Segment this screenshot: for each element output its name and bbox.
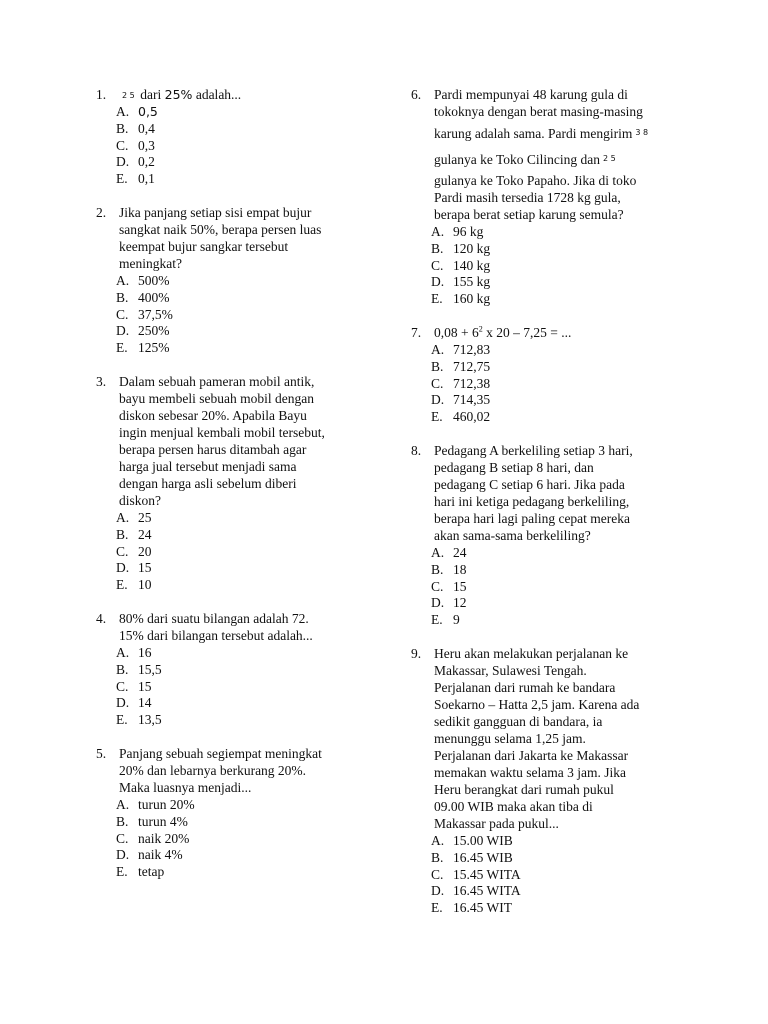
option-a[interactable]: A. 24 bbox=[431, 544, 467, 560]
question-number: 9. bbox=[411, 645, 422, 661]
option-b[interactable]: B. turun 4% bbox=[116, 813, 188, 829]
options-list bbox=[116, 272, 386, 356]
option-e[interactable]: E. 125% bbox=[116, 340, 170, 356]
option-d[interactable]: D. 155 kg bbox=[431, 274, 491, 290]
question-number: 4. bbox=[96, 610, 107, 626]
option-a[interactable]: A. turun 20% bbox=[116, 796, 195, 812]
options-list bbox=[431, 544, 691, 628]
option-b[interactable]: B. 18 bbox=[431, 561, 467, 577]
fraction: 3 8 bbox=[635, 128, 649, 137]
question-2 bbox=[96, 204, 386, 356]
question-7 bbox=[411, 324, 691, 425]
question-number: 2. bbox=[96, 204, 107, 220]
option-e[interactable]: E. 0,1 bbox=[116, 171, 155, 187]
options-list bbox=[431, 223, 691, 307]
question-number: 6. bbox=[411, 87, 422, 102]
fraction: 2 5 bbox=[603, 154, 616, 163]
question-text: Jika panjang setiap sisi empat bujur sangkat naik 50%, berapa persen luas keempat bujur sangkar tersebut meningkat? bbox=[119, 204, 322, 271]
option-d[interactable]: D. 15 bbox=[116, 560, 152, 576]
option-d[interactable]: D. 250% bbox=[116, 323, 170, 339]
right-column bbox=[411, 86, 691, 933]
option-b[interactable]: B. 16.45 WIB bbox=[431, 849, 513, 865]
option-a[interactable]: A. 0,5 bbox=[116, 104, 158, 119]
question-3 bbox=[96, 373, 386, 593]
question-number: 1. bbox=[96, 87, 107, 102]
option-e[interactable]: E. tetap bbox=[116, 864, 165, 880]
option-b[interactable]: B. 24 bbox=[116, 526, 152, 542]
question-text: 2 5 dari 25% adalah... bbox=[122, 87, 242, 102]
option-c[interactable]: C. 37,5% bbox=[116, 306, 173, 322]
option-b[interactable]: B. 712,75 bbox=[431, 358, 491, 374]
option-c[interactable]: C. 140 kg bbox=[431, 257, 491, 273]
option-c[interactable]: C. naik 20% bbox=[116, 830, 190, 846]
question-text: 80% dari suatu bilangan adalah 72. 15% dari bilangan tersebut adalah... bbox=[119, 610, 313, 643]
option-a[interactable]: A. 712,83 bbox=[431, 341, 491, 357]
option-a[interactable]: A. 16 bbox=[116, 644, 152, 660]
question-number: 7. bbox=[411, 324, 422, 340]
option-b[interactable]: B. 0,4 bbox=[116, 120, 155, 136]
options-list bbox=[116, 796, 386, 880]
option-e[interactable]: E. 16.45 WIT bbox=[431, 900, 512, 916]
option-a[interactable]: A. 25 bbox=[116, 509, 152, 525]
question-number: 8. bbox=[411, 442, 422, 458]
option-b[interactable]: B. 400% bbox=[116, 289, 170, 305]
question-text: Panjang sebuah segiempat meningkat 20% dan lebarnya berkurang 20%. Maka luasnya menjadi... bbox=[119, 745, 322, 795]
option-c[interactable]: C. 15.45 WITA bbox=[431, 866, 521, 882]
option-c[interactable]: C. 712,38 bbox=[431, 375, 491, 391]
option-e[interactable]: E. 160 kg bbox=[431, 291, 491, 307]
option-d[interactable]: D. 0,2 bbox=[116, 154, 155, 170]
question-text: Dalam sebuah pameran mobil antik, bayu membeli sebuah mobil dengan diskon sebesar 20%. Apabila Bayu ingin menjual kembali mobil tersebut, berapa persen harus ditambah agar harga jual tersebut menjadi sama dengan harga asli sebelum diberi diskon? bbox=[119, 373, 325, 508]
question-text: Pedagang A berkeliling setiap 3 hari, pedagang B setiap 8 hari, dan pedagang C setiap 6 hari. Jika pada hari ini ketiga pedagang berkeliling, berapa hari lagi paling cepat mereka akan sama-sama berkeliling? bbox=[434, 442, 633, 543]
options-list bbox=[431, 341, 691, 425]
option-d[interactable]: D. naik 4% bbox=[116, 847, 183, 863]
question-6 bbox=[411, 86, 691, 307]
option-c[interactable]: C. 20 bbox=[116, 543, 152, 559]
option-c[interactable]: C. 15 bbox=[116, 678, 152, 694]
option-b[interactable]: B. 15,5 bbox=[116, 661, 162, 677]
options-list bbox=[116, 644, 386, 728]
question-number: 5. bbox=[96, 745, 107, 761]
option-e[interactable]: E. 13,5 bbox=[116, 712, 162, 728]
options-list bbox=[116, 103, 386, 187]
option-d[interactable]: D. 12 bbox=[431, 595, 467, 611]
option-a[interactable]: A. 15.00 WIB bbox=[431, 832, 513, 848]
option-c[interactable]: C. 15 bbox=[431, 578, 467, 594]
option-d[interactable]: D. 714,35 bbox=[431, 392, 491, 408]
question-text: Heru akan melakukan perjalanan ke Makassar, Sulawesi Tengah. Perjalanan dari rumah ke bandara Soekarno – Hatta 2,5 jam. Karena ada sedikit gangguan di bandara, ia menunggu selama 1,25 jam. Perjalanan dari Jakarta ke Makassar memakan waktu selama 3 jam. Jika Heru berangkat dari rumah pukul 09.00 WIB maka akan tiba di Makassar pada pukul... bbox=[434, 645, 640, 831]
option-a[interactable]: A. 500% bbox=[116, 272, 170, 288]
left-column bbox=[96, 86, 386, 897]
option-e[interactable]: E. 9 bbox=[431, 612, 460, 628]
question-text: Pardi mempunyai 48 karung gula di tokoknya dengan berat masing-masing karung adalah sama. Pardi mengirim 3 8 gulanya ke Toko Cilincing dan 2 5 gulanya ke Toko Papaho. Jika di toko Pardi masih tersedia 1728 kg gula, berapa berat setiap karung semula? bbox=[434, 87, 649, 222]
fraction: 2 5 bbox=[122, 90, 135, 100]
option-b[interactable]: B. 120 kg bbox=[431, 240, 491, 256]
question-4 bbox=[96, 610, 386, 728]
question-number: 3. bbox=[96, 373, 107, 389]
option-d[interactable]: D. 16.45 WITA bbox=[431, 883, 521, 899]
options-list bbox=[116, 509, 386, 593]
option-e[interactable]: E. 10 bbox=[116, 577, 152, 593]
question-9 bbox=[411, 645, 691, 916]
question-1 bbox=[96, 86, 386, 187]
option-a[interactable]: A. 96 kg bbox=[431, 224, 484, 239]
option-e[interactable]: E. 460,02 bbox=[431, 409, 491, 425]
question-5 bbox=[96, 745, 386, 880]
question-text: $0,08 + 6^2$ x 20 – 7,25 = ... bbox=[434, 324, 572, 340]
option-d[interactable]: D. 14 bbox=[116, 695, 152, 711]
option-c[interactable]: C. 0,3 bbox=[116, 137, 155, 153]
question-8 bbox=[411, 442, 691, 628]
options-list bbox=[431, 832, 691, 916]
